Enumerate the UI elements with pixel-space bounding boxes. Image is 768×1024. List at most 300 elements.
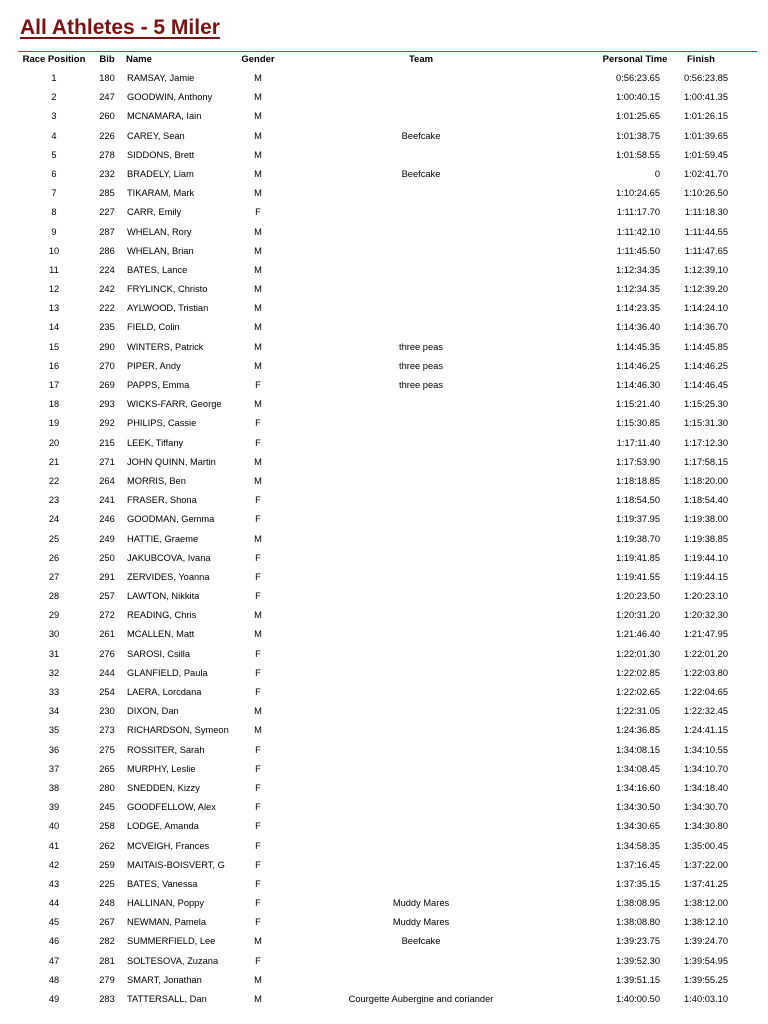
cell-name: TATTERSALL, Dan bbox=[127, 994, 207, 1004]
cell-finish: 1:01:26.15 bbox=[684, 111, 728, 122]
cell-gender: F bbox=[255, 955, 261, 966]
cell-finish: 1:12:39.10 bbox=[684, 264, 728, 275]
cell-name: BRADELY, Liam bbox=[127, 168, 194, 179]
cell-personal-time: 1:37:16.45 bbox=[616, 859, 660, 870]
table-row bbox=[0, 798, 768, 817]
cell-personal-time: 1:15:30.85 bbox=[616, 418, 660, 429]
cell-position: 41 bbox=[48, 840, 60, 851]
cell-bib: 262 bbox=[99, 840, 115, 851]
cell-finish: 1:24:41.15 bbox=[684, 725, 728, 736]
cell-position: 36 bbox=[48, 744, 60, 755]
table-row bbox=[0, 510, 768, 529]
cell-finish: 1:37:22.00 bbox=[684, 859, 728, 870]
cell-finish: 1:14:36.70 bbox=[684, 322, 728, 333]
cell-name: MCVEIGH, Frances bbox=[127, 840, 210, 851]
cell-name: DIXON, Dan bbox=[127, 706, 179, 717]
cell-personal-time: 1:01:58.55 bbox=[616, 149, 660, 160]
table-row bbox=[0, 318, 768, 337]
cell-finish: 1:35:00.45 bbox=[684, 840, 728, 851]
cell-personal-time: 1:39:52.30 bbox=[616, 955, 660, 966]
cell-position: 29 bbox=[48, 610, 60, 621]
cell-finish: 1:37:41.25 bbox=[684, 878, 728, 889]
cell-bib: 267 bbox=[99, 917, 115, 928]
cell-personal-time: 1:19:38.70 bbox=[616, 533, 660, 544]
header-gender: Gender bbox=[241, 54, 275, 65]
cell-name: TIKARAM, Mark bbox=[127, 188, 195, 199]
cell-name: MORRIS, Ben bbox=[127, 475, 186, 486]
table-row bbox=[0, 952, 768, 971]
cell-personal-time: 1:00:40.15 bbox=[616, 92, 660, 103]
cell-gender: M bbox=[254, 610, 262, 621]
cell-gender: M bbox=[254, 149, 262, 160]
cell-position: 37 bbox=[48, 763, 60, 774]
table-row bbox=[0, 894, 768, 913]
cell-bib: 264 bbox=[99, 475, 115, 486]
cell-finish: 1:39:55.25 bbox=[684, 974, 728, 985]
cell-personal-time: 1:20:23.50 bbox=[616, 591, 660, 602]
cell-name: LEEK, Tiffany bbox=[127, 437, 184, 448]
cell-team: three peas bbox=[399, 341, 443, 352]
table-row bbox=[0, 837, 768, 856]
cell-name: SOLTESOVA, Zuzana bbox=[127, 955, 219, 966]
cell-finish: 1:15:31.30 bbox=[684, 418, 728, 429]
cell-position: 12 bbox=[48, 284, 60, 295]
cell-gender: F bbox=[255, 840, 261, 851]
cell-name: HATTIE, Graeme bbox=[127, 533, 199, 544]
table-row bbox=[0, 107, 768, 126]
cell-finish: 1:17:58.15 bbox=[684, 456, 728, 467]
cell-position: 42 bbox=[48, 859, 60, 870]
cell-bib: 225 bbox=[99, 878, 115, 889]
cell-personal-time: 1:24:36.85 bbox=[616, 725, 660, 736]
cell-personal-time: 1:21:46.40 bbox=[616, 629, 660, 640]
cell-position: 43 bbox=[48, 878, 60, 889]
cell-gender: M bbox=[254, 111, 262, 122]
cell-gender: F bbox=[255, 744, 261, 755]
cell-name: CARR, Emily bbox=[127, 207, 182, 218]
cell-personal-time: 1:38:08.80 bbox=[616, 917, 660, 928]
table-row bbox=[0, 434, 768, 453]
cell-bib: 222 bbox=[99, 303, 115, 314]
cell-finish: 1:34:10.55 bbox=[684, 744, 728, 755]
cell-name: MAITAIS-BOISVERT, G bbox=[127, 859, 225, 870]
cell-bib: 180 bbox=[99, 73, 115, 83]
table-row bbox=[0, 913, 768, 932]
cell-gender: M bbox=[254, 994, 262, 1004]
cell-finish: 1:01:59.45 bbox=[684, 149, 728, 160]
cell-gender: F bbox=[255, 207, 261, 218]
cell-personal-time: 1:19:41.85 bbox=[616, 552, 660, 563]
cell-position: 19 bbox=[48, 418, 60, 429]
cell-finish: 1:34:18.40 bbox=[684, 782, 728, 793]
cell-personal-time: 1:18:54.50 bbox=[616, 495, 660, 506]
cell-personal-time: 1:11:42.10 bbox=[616, 226, 660, 237]
cell-bib: 258 bbox=[99, 821, 115, 832]
cell-personal-time: 1:12:34.35 bbox=[616, 264, 660, 275]
cell-personal-time: 1:22:02.85 bbox=[616, 667, 660, 678]
cell-name: GOODFELLOW, Alex bbox=[127, 802, 216, 813]
cell-position: 8 bbox=[51, 207, 57, 218]
cell-position: 15 bbox=[48, 341, 60, 352]
cell-finish: 1:01:39.65 bbox=[684, 130, 728, 141]
cell-personal-time: 1:37:35.15 bbox=[616, 878, 660, 889]
cell-bib: 287 bbox=[99, 226, 115, 237]
cell-position: 38 bbox=[48, 782, 60, 793]
cell-personal-time: 1:14:45.35 bbox=[616, 341, 660, 352]
cell-bib: 226 bbox=[99, 130, 115, 141]
cell-personal-time: 0 bbox=[654, 168, 660, 179]
cell-personal-time: 0:56:23.65 bbox=[616, 73, 660, 83]
cell-personal-time: 1:10:24.65 bbox=[616, 188, 660, 199]
cell-position: 30 bbox=[48, 629, 60, 640]
cell-bib: 247 bbox=[99, 92, 115, 103]
cell-personal-time: 1:18:18.85 bbox=[616, 475, 660, 486]
cell-finish: 1:12:39.20 bbox=[684, 284, 728, 295]
cell-gender: M bbox=[254, 341, 262, 352]
table-row bbox=[0, 299, 768, 318]
cell-bib: 291 bbox=[99, 571, 115, 582]
cell-position: 44 bbox=[48, 898, 60, 909]
table-row bbox=[0, 971, 768, 990]
cell-personal-time: 1:14:46.30 bbox=[616, 380, 660, 390]
table-row bbox=[0, 932, 768, 951]
cell-bib: 293 bbox=[99, 399, 115, 410]
cell-gender: M bbox=[254, 360, 262, 371]
cell-position: 45 bbox=[48, 917, 60, 928]
cell-bib: 270 bbox=[99, 360, 115, 371]
cell-name: PIPER, Andy bbox=[127, 360, 181, 371]
cell-finish: 1:19:38.85 bbox=[684, 533, 728, 544]
cell-team: Beefcake bbox=[401, 130, 441, 141]
cell-personal-time: 1:14:36.40 bbox=[616, 322, 660, 333]
cell-personal-time: 1:14:46.25 bbox=[616, 360, 660, 371]
cell-position: 22 bbox=[48, 475, 60, 486]
cell-personal-time: 1:39:23.75 bbox=[616, 936, 660, 947]
cell-personal-time: 1:40:00.50 bbox=[616, 994, 660, 1004]
cell-personal-time: 1:22:01.30 bbox=[616, 648, 660, 659]
cell-personal-time: 1:17:11.40 bbox=[616, 437, 660, 448]
table-row bbox=[0, 721, 768, 740]
cell-bib: 227 bbox=[99, 207, 115, 218]
cell-name: MURPHY, Leslie bbox=[127, 763, 196, 774]
cell-name: READING, Chris bbox=[127, 610, 197, 621]
cell-position: 17 bbox=[48, 380, 60, 390]
cell-finish: 1:18:20.00 bbox=[684, 475, 728, 486]
cell-gender: M bbox=[254, 264, 262, 275]
cell-personal-time: 1:14:23.35 bbox=[616, 303, 660, 314]
cell-gender: F bbox=[255, 495, 261, 506]
table-row bbox=[0, 568, 768, 587]
table-row bbox=[0, 779, 768, 798]
table-row bbox=[0, 741, 768, 760]
cell-position: 16 bbox=[48, 360, 60, 371]
cell-gender: F bbox=[255, 571, 261, 582]
cell-gender: F bbox=[255, 514, 261, 525]
cell-bib: 265 bbox=[99, 763, 115, 774]
cell-gender: M bbox=[254, 284, 262, 295]
cell-name: GOODMAN, Gemma bbox=[127, 514, 215, 525]
cell-personal-time: 1:12:34.35 bbox=[616, 284, 660, 295]
table-row bbox=[0, 280, 768, 299]
cell-position: 2 bbox=[51, 92, 57, 103]
cell-name: JAKUBCOVA, Ivana bbox=[127, 552, 211, 563]
cell-position: 39 bbox=[48, 802, 60, 813]
cell-position: 26 bbox=[48, 552, 60, 563]
cell-name: NEWMAN, Pamela bbox=[127, 917, 207, 928]
table-row bbox=[0, 683, 768, 702]
cell-position: 35 bbox=[48, 725, 60, 736]
table-row bbox=[0, 549, 768, 568]
cell-name: CAREY, Sean bbox=[127, 130, 185, 141]
cell-position: 1 bbox=[51, 73, 57, 83]
table-row bbox=[0, 491, 768, 510]
table-row bbox=[0, 88, 768, 107]
table-row bbox=[0, 530, 768, 549]
cell-finish: 1:19:38.00 bbox=[684, 514, 728, 525]
cell-name: AYLWOOD, Tristian bbox=[127, 303, 209, 314]
cell-finish: 1:19:44.15 bbox=[684, 571, 728, 582]
cell-team: Beefcake bbox=[401, 168, 441, 179]
table-row bbox=[0, 414, 768, 433]
cell-position: 9 bbox=[51, 226, 57, 237]
table-row bbox=[0, 664, 768, 683]
cell-finish: 1:14:46.25 bbox=[684, 360, 728, 371]
cell-gender: F bbox=[255, 667, 261, 678]
cell-personal-time: 1:22:31.05 bbox=[616, 706, 660, 717]
cell-team: Muddy Mares bbox=[392, 898, 450, 909]
cell-name: WICKS-FARR, George bbox=[127, 399, 222, 410]
cell-name: FRASER, Shona bbox=[127, 495, 197, 506]
cell-gender: F bbox=[255, 380, 261, 390]
cell-gender: M bbox=[254, 629, 262, 640]
cell-finish: 1:22:32.45 bbox=[684, 706, 728, 717]
table-row bbox=[0, 376, 768, 395]
cell-personal-time: 1:22:02.65 bbox=[616, 687, 660, 697]
cell-personal-time: 1:15:21.40 bbox=[616, 399, 660, 410]
cell-bib: 275 bbox=[99, 744, 115, 755]
cell-name: WINTERS, Patrick bbox=[127, 341, 204, 352]
cell-finish: 1:39:54.95 bbox=[684, 955, 728, 966]
cell-personal-time: 1:39:51.15 bbox=[616, 974, 660, 985]
cell-position: 34 bbox=[48, 706, 60, 717]
cell-name: GOODWIN, Anthony bbox=[127, 92, 213, 103]
cell-name: LAWTON, Nikkita bbox=[127, 591, 200, 602]
results-table bbox=[0, 69, 768, 1024]
table-row bbox=[0, 223, 768, 242]
table-row bbox=[0, 472, 768, 491]
cell-gender: M bbox=[254, 475, 262, 486]
cell-name: GLANFIELD, Paula bbox=[127, 667, 208, 678]
cell-bib: 269 bbox=[99, 380, 115, 390]
cell-finish: 1:10:26.50 bbox=[684, 188, 728, 199]
cell-personal-time: 1:11:17.70 bbox=[616, 207, 660, 218]
cell-bib: 245 bbox=[99, 802, 115, 813]
cell-position: 49 bbox=[48, 994, 60, 1004]
cell-position: 5 bbox=[51, 149, 57, 160]
table-row bbox=[0, 395, 768, 414]
cell-personal-time: 1:19:41.55 bbox=[616, 571, 660, 582]
cell-bib: 280 bbox=[99, 782, 115, 793]
cell-position: 7 bbox=[51, 188, 57, 199]
table-row bbox=[0, 184, 768, 203]
cell-position: 6 bbox=[51, 168, 57, 179]
cell-personal-time: 1:34:30.65 bbox=[616, 821, 660, 832]
cell-name: FIELD, Colin bbox=[127, 322, 180, 333]
cell-position: 28 bbox=[48, 591, 60, 602]
cell-bib: 281 bbox=[99, 955, 115, 966]
cell-bib: 285 bbox=[99, 188, 115, 199]
table-header bbox=[0, 54, 768, 68]
cell-name: SIDDONS, Brett bbox=[127, 149, 195, 160]
cell-team: Courgette Aubergine and coriander bbox=[348, 994, 494, 1004]
table-row bbox=[0, 625, 768, 644]
cell-bib: 276 bbox=[99, 648, 115, 659]
cell-bib: 244 bbox=[99, 667, 115, 678]
cell-name: MCNAMARA, Iain bbox=[127, 111, 202, 122]
cell-gender: M bbox=[254, 725, 262, 736]
cell-position: 4 bbox=[51, 130, 57, 141]
table-row bbox=[0, 606, 768, 625]
cell-position: 40 bbox=[48, 821, 60, 832]
cell-gender: M bbox=[254, 456, 262, 467]
cell-name: PAPPS, Emma bbox=[127, 380, 190, 390]
cell-personal-time: 1:38:08.95 bbox=[616, 898, 660, 909]
cell-gender: F bbox=[255, 418, 261, 429]
cell-bib: 232 bbox=[99, 168, 115, 179]
cell-bib: 248 bbox=[99, 898, 115, 909]
cell-position: 13 bbox=[48, 303, 60, 314]
cell-bib: 250 bbox=[99, 552, 115, 563]
cell-team: three peas bbox=[399, 380, 443, 390]
cell-name: LAERA, Lorcdana bbox=[127, 687, 202, 697]
cell-finish: 1:38:12.10 bbox=[684, 917, 728, 928]
cell-name: FRYLINCK, Christo bbox=[127, 284, 208, 295]
cell-personal-time: 1:19:37.95 bbox=[616, 514, 660, 525]
cell-finish: 1:22:04.65 bbox=[684, 687, 728, 697]
cell-name: RICHARDSON, Symeon bbox=[127, 725, 229, 736]
cell-bib: 278 bbox=[99, 149, 115, 160]
cell-name: SNEDDEN, Kizzy bbox=[127, 782, 200, 793]
cell-gender: M bbox=[254, 168, 262, 179]
cell-gender: F bbox=[255, 648, 261, 659]
cell-team: Beefcake bbox=[401, 936, 441, 947]
cell-gender: F bbox=[255, 552, 261, 563]
table-row bbox=[0, 760, 768, 779]
cell-position: 47 bbox=[48, 955, 60, 966]
cell-finish: 1:14:46.45 bbox=[684, 380, 728, 390]
cell-name: BATES, Lance bbox=[127, 264, 188, 275]
cell-finish: 1:19:44.10 bbox=[684, 552, 728, 563]
cell-bib: 246 bbox=[99, 514, 115, 525]
cell-finish: 1:22:03.80 bbox=[684, 667, 728, 678]
cell-bib: 292 bbox=[99, 418, 115, 429]
cell-team: Muddy Mares bbox=[392, 917, 450, 928]
cell-position: 21 bbox=[48, 456, 60, 467]
cell-gender: M bbox=[254, 73, 262, 83]
header-bib: Bib bbox=[99, 54, 115, 65]
cell-name: HALLINAN, Poppy bbox=[127, 898, 204, 909]
cell-gender: M bbox=[254, 130, 262, 141]
cell-bib: 273 bbox=[99, 725, 115, 736]
cell-position: 31 bbox=[48, 648, 60, 659]
cell-gender: M bbox=[254, 188, 262, 199]
cell-bib: 230 bbox=[99, 706, 115, 717]
cell-gender: F bbox=[255, 821, 261, 832]
cell-finish: 1:20:32.30 bbox=[684, 610, 728, 621]
cell-gender: M bbox=[254, 322, 262, 333]
cell-finish: 1:40:03.10 bbox=[684, 994, 728, 1004]
cell-position: 3 bbox=[51, 111, 57, 122]
cell-gender: F bbox=[255, 763, 261, 774]
cell-position: 46 bbox=[48, 936, 60, 947]
table-row bbox=[0, 817, 768, 836]
cell-position: 25 bbox=[48, 533, 60, 544]
cell-gender: F bbox=[255, 437, 261, 448]
cell-gender: M bbox=[254, 974, 262, 985]
cell-team: three peas bbox=[399, 360, 443, 371]
cell-gender: F bbox=[255, 782, 261, 793]
cell-personal-time: 1:17:53.90 bbox=[616, 456, 660, 467]
cell-bib: 224 bbox=[99, 264, 115, 275]
header-finish: Finish bbox=[687, 54, 715, 65]
cell-gender: F bbox=[255, 917, 261, 928]
table-row bbox=[0, 856, 768, 875]
table-row bbox=[0, 990, 768, 1009]
cell-finish: 1:34:30.70 bbox=[684, 802, 728, 813]
cell-finish: 1:39:24.70 bbox=[684, 936, 728, 947]
table-row bbox=[0, 203, 768, 222]
cell-personal-time: 1:01:38.75 bbox=[616, 130, 660, 141]
table-row bbox=[0, 165, 768, 184]
cell-bib: 260 bbox=[99, 111, 115, 122]
cell-gender: F bbox=[255, 802, 261, 813]
table-row bbox=[0, 242, 768, 261]
cell-position: 33 bbox=[48, 687, 60, 697]
cell-position: 27 bbox=[48, 571, 60, 582]
cell-name: WHELAN, Rory bbox=[127, 226, 192, 237]
cell-finish: 1:21:47.95 bbox=[684, 629, 728, 640]
cell-position: 24 bbox=[48, 514, 60, 525]
title-divider bbox=[18, 51, 757, 52]
table-row bbox=[0, 587, 768, 606]
cell-position: 23 bbox=[48, 495, 60, 506]
cell-bib: 242 bbox=[99, 284, 115, 295]
cell-name: LODGE, Amanda bbox=[127, 821, 199, 832]
table-row bbox=[0, 261, 768, 280]
table-row bbox=[0, 127, 768, 146]
cell-name: RAMSAY, Jamie bbox=[127, 73, 195, 83]
cell-gender: M bbox=[254, 303, 262, 314]
cell-gender: F bbox=[255, 878, 261, 889]
cell-gender: M bbox=[254, 936, 262, 947]
cell-finish: 1:11:18.30 bbox=[684, 207, 728, 218]
cell-name: SMART, Jonathan bbox=[127, 974, 202, 985]
cell-name: MCALLEN, Matt bbox=[127, 629, 195, 640]
cell-name: ROSSITER, Sarah bbox=[127, 744, 205, 755]
cell-finish: 1:14:24.10 bbox=[684, 303, 728, 314]
cell-finish: 0:56:23.85 bbox=[684, 73, 728, 83]
cell-name: JOHN QUINN, Martin bbox=[127, 456, 216, 467]
cell-finish: 1:34:30.80 bbox=[684, 821, 728, 832]
cell-gender: F bbox=[255, 687, 261, 697]
cell-bib: 254 bbox=[99, 687, 115, 697]
cell-position: 11 bbox=[49, 264, 59, 275]
cell-bib: 290 bbox=[99, 341, 115, 352]
cell-personal-time: 1:11:45.50 bbox=[616, 245, 660, 256]
cell-gender: M bbox=[254, 533, 262, 544]
cell-personal-time: 1:20:31.20 bbox=[616, 610, 660, 621]
table-row bbox=[0, 357, 768, 376]
